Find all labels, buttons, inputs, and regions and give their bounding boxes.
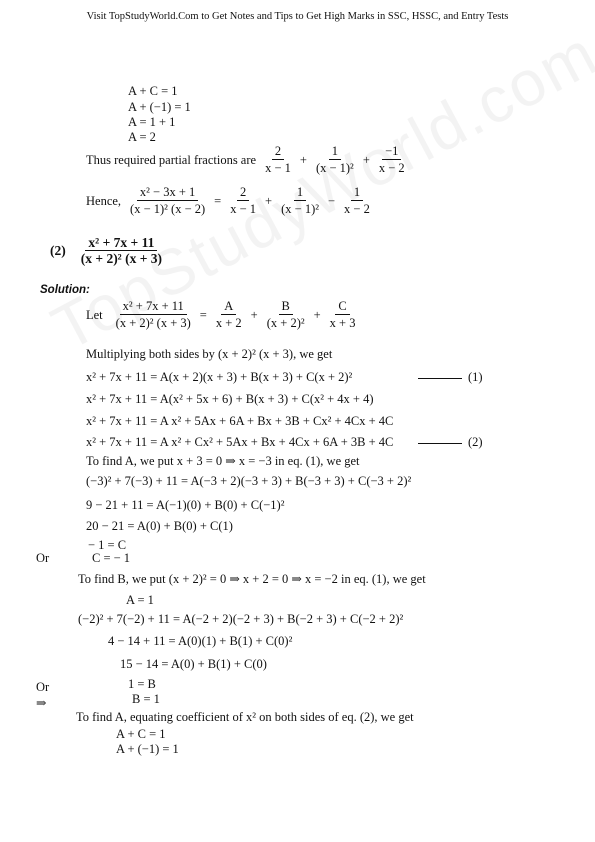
find-a-line-3: 20 − 21 = A(0) + B(0) + C(1) [86, 519, 233, 533]
equation-tag-2 [418, 435, 483, 449]
denominator: (x − 1)² [315, 161, 354, 175]
denominator: x + 2 [215, 316, 242, 330]
numerator: 1 [294, 186, 306, 201]
let-lead: Let [86, 307, 103, 322]
plus-sign: + [299, 152, 307, 167]
find-a-line-1: (−3)² + 7(−3) + 11 = A(−3 + 2)(−3 + 3) + B(−3 + 3) + C(−3 + 2)² [86, 474, 412, 488]
denominator: (x − 1)² (x − 2) [130, 202, 206, 216]
fraction [262, 145, 294, 175]
equation-line-2: x² + 7x + 11 = A(x² + 5x + 6) + B(x + 3) + C(x² + 4x + 4) [86, 392, 374, 406]
equals-sign: = [199, 307, 207, 322]
plus-sign: + [313, 307, 321, 322]
fraction [313, 145, 357, 175]
fraction [264, 300, 308, 330]
tag-dash [418, 378, 462, 379]
top-line-3: A = 1 + 1 [128, 115, 176, 129]
partial-fractions-result [86, 145, 410, 175]
minus-sign: − [327, 193, 336, 208]
tag-dash [418, 443, 462, 444]
numerator: A [221, 300, 236, 315]
numerator: x² − 3x + 1 [137, 186, 198, 201]
fraction [327, 300, 359, 330]
plus-sign: + [250, 307, 258, 322]
plus-sign: + [362, 152, 370, 167]
solution-label: Solution: [40, 284, 90, 296]
find-a2-line-1: A + C = 1 [116, 727, 166, 741]
denominator: (x + 2)² (x + 3) [115, 316, 191, 330]
numerator: x² + 7x + 11 [85, 236, 157, 251]
numerator: 2 [237, 186, 249, 201]
fraction [227, 186, 259, 216]
fraction [127, 186, 208, 216]
page-header: Visit TopStudyWorld.Com to Get Notes and Tips to Get High Marks in SSC, HSSC, and Entry Tests [86, 11, 509, 22]
equation-tag-label: (2) [468, 435, 483, 449]
denominator: (x + 2)² (x + 3) [80, 251, 163, 266]
numerator: 2 [272, 145, 284, 160]
denominator: x + 3 [329, 316, 356, 330]
equation-line-4: x² + 7x + 11 = A x² + Cx² + 5Ax + Bx + 4Cx + 6A + 3B + 4C [86, 435, 394, 449]
find-b-intro: To find B, we put (x + 2)² = 0 ⇒ x + 2 = 0 ⇒ x = −2 in eq. (1), we get [78, 572, 426, 586]
denominator: (x + 2)² [266, 316, 305, 330]
hence-equation [86, 186, 375, 216]
numerator: C [335, 300, 349, 315]
fraction [278, 186, 322, 216]
denominator: x − 1 [265, 161, 291, 175]
find-b-line-4: 1 = B [128, 677, 156, 691]
implies-symbol: ⇒ [36, 696, 47, 710]
numerator: x² + 7x + 11 [120, 300, 187, 315]
find-b-result: B = 1 [132, 692, 160, 706]
find-a-line-2: 9 − 21 + 11 = A(−1)(0) + B(0) + C(−1)² [86, 498, 285, 512]
find-a-intro: To find A, we put x + 3 = 0 ⇒ x = −3 in eq. (1), we get [86, 454, 360, 468]
equation-line-3: x² + 7x + 11 = A x² + 5Ax + 6A + Bx + 3B + Cx² + 4Cx + 4C [86, 414, 394, 428]
fraction [213, 300, 245, 330]
find-a2-intro: To find A, equating coefficient of x² on both sides of eq. (2), we get [76, 710, 414, 724]
fraction [376, 145, 408, 175]
find-b-a-line: A = 1 [126, 593, 154, 607]
problem-2 [50, 236, 167, 266]
denominator: x − 2 [344, 202, 370, 216]
hence-lead: Hence, [86, 193, 122, 208]
problem-label: (2) [50, 243, 66, 258]
numerator: B [279, 300, 293, 315]
or-label-1: Or [36, 551, 50, 565]
fraction [113, 300, 194, 330]
find-a-result: C = − 1 [92, 551, 131, 565]
numerator: 1 [329, 145, 341, 160]
or-label-2: Or [36, 680, 50, 694]
find-a-line-4: − 1 = C [88, 538, 127, 552]
plus-sign: + [265, 193, 273, 208]
equation-line-1: x² + 7x + 11 = A(x + 2)(x + 3) + B(x + 3) + C(x + 2)² [86, 370, 353, 384]
top-line-4: A = 2 [128, 130, 156, 144]
top-line-1: A + C = 1 [128, 84, 178, 98]
problem-fraction [78, 236, 165, 266]
find-b-line-1: (−2)² + 7(−2) + 11 = A(−2 + 2)(−2 + 3) + B(−2 + 3) + C(−2 + 2)² [78, 612, 404, 626]
find-a2-line-2: A + (−1) = 1 [116, 742, 179, 756]
multiplying-line: Multiplying both sides by (x + 2)² (x + 3), we get [86, 347, 333, 361]
numerator: −1 [382, 145, 401, 160]
fraction [341, 186, 373, 216]
denominator: x − 1 [230, 202, 257, 216]
top-line-2: A + (−1) = 1 [128, 100, 191, 114]
thus-lead: Thus required partial fractions are [86, 152, 257, 167]
find-b-line-3: 15 − 14 = A(0) + B(1) + C(0) [120, 657, 267, 671]
let-equation [86, 300, 360, 330]
equation-tag-1 [418, 370, 483, 384]
find-b-line-2: 4 − 14 + 11 = A(0)(1) + B(1) + C(0)² [108, 634, 293, 648]
denominator: x − 2 [378, 161, 405, 175]
equation-tag-label: (1) [468, 370, 483, 384]
equals-sign: = [214, 193, 222, 208]
numerator: 1 [351, 186, 363, 201]
denominator: (x − 1)² [281, 202, 319, 216]
